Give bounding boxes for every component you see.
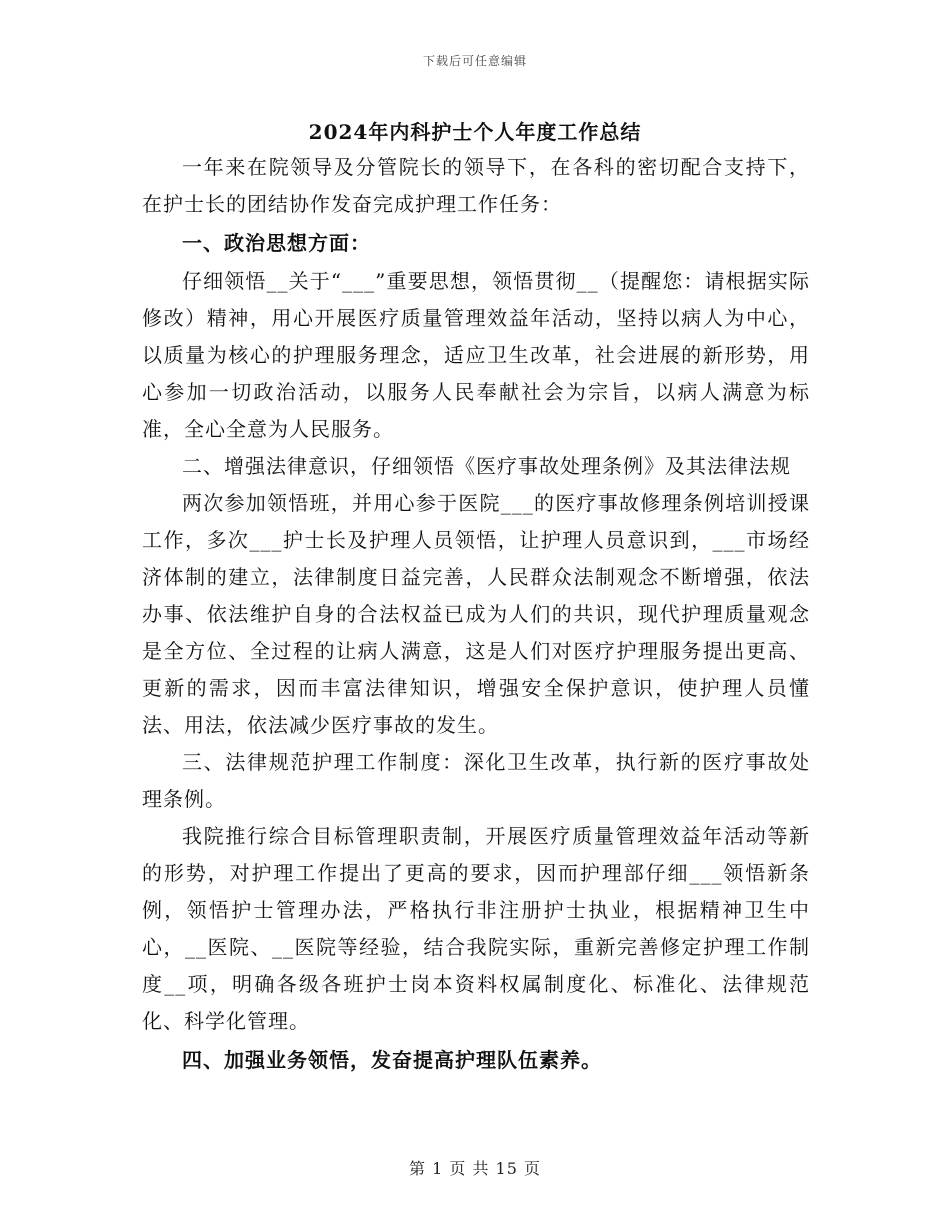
body-paragraph: 我院推行综合目标管理职责制，开展医疗质量管理效益年活动等新的形势，对护理工作提出了更高的要求，因而护理部仔细___领悟新条例，领悟护士管理办法，严格执行非注册护士执业，根据精神卫生中心，__医院、__医院等经验，结合我院实际，重新完善修定护理工作制度__项，明确各级各班护士岗本资料权属制度化、标准化、法律规范化、科学化管理。 xyxy=(142,824,810,1033)
body-paragraph: 仔细领悟__关于“___”重要思想，领悟贯彻__（提醒您：请根据实际修改）精神，用心开展医疗质量管理效益年活动，坚持以病人为中心，以质量为核心的护理服务理念，适应卫生改革，社会进展的新形势，用心参加一切政治活动，以服务人民奉献社会为宗旨，以病人满意为标准，全心全意为人民服务。 xyxy=(142,269,810,441)
document-title: 2024年内科护士个人年度工作总结 xyxy=(308,120,642,144)
document-body xyxy=(142,149,810,1080)
page-number: 第 1 页 共 15 页 xyxy=(409,1159,541,1178)
page-header: 下载后可任意编辑 xyxy=(422,54,527,68)
intro-paragraph: 一年来在院领导及分管院长的领导下，在各科的密切配合支持下，在护士长的团结协作发奋完成护理工作任务： xyxy=(142,155,810,216)
body-paragraph: 两次参加领悟班，并用心参于医院___的医疗事故修理条例培训授课工作，多次___护士长及护理人员领悟，让护理人员意识到，___市场经济体制的建立，法律制度日益完善，人民群众法制观念不断增强，依法办事、依法维护自身的合法权益已成为人们的共识，现代护理质量观念是全方位、全过程的让病人满意，这是人们对医疗护理服务提出更高、更新的需求，因而丰富法律知识，增强安全保护意识，使护理人员懂法、用法，依法减少医疗事故的发生。 xyxy=(142,491,810,737)
section-heading-regulations: 三、法律规范护理工作制度：深化卫生改革，执行新的医疗事故处理条例。 xyxy=(142,750,810,811)
section-heading-training: 四、加强业务领悟，发奋提高护理队伍素养。 xyxy=(182,1048,602,1072)
section-heading-law: 二、增强法律意识，仔细领悟《医疗事故处理条例》及其法律法规 xyxy=(182,454,791,478)
section-heading-political: 一、政治思想方面： xyxy=(182,231,371,255)
